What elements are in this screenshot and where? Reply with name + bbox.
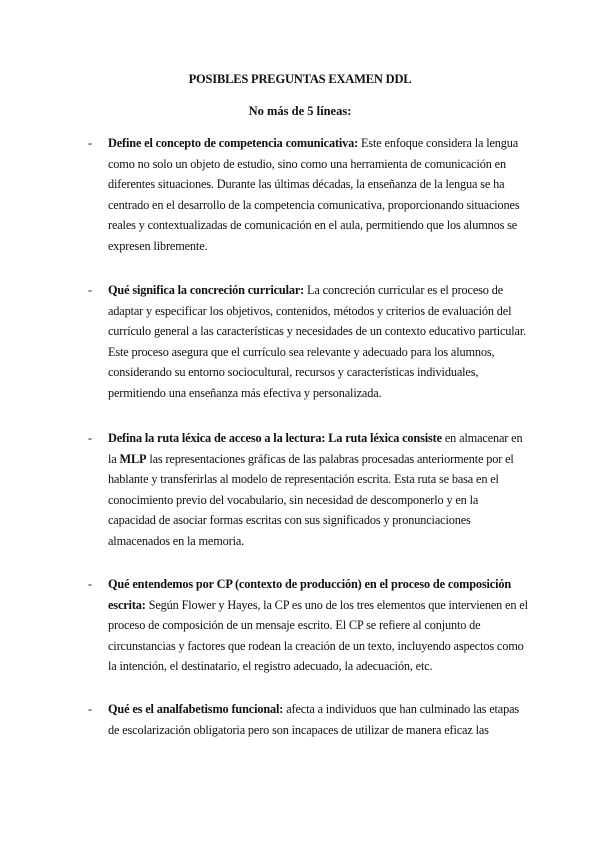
question-text: Qué significa la concreción curricular: [108,283,305,297]
question-item [88,280,528,404]
bullet-dash: - [88,702,92,716]
question-text: Define el concepto de competencia comunicativa: [108,136,359,150]
question-item [88,574,528,677]
question-item [88,133,528,257]
answer-text-cont: las representaciones gráficas de las palabras procesadas anteriormente por el hablante y transferirlas al modelo de representación escrita. Esta ruta se basa en el conocimiento previo del vocabulario, sin necesidad de descomponerlo y en la capacidad de asociar formas escritas con sus significados y pronunciaciones almacenados en la memoria. [108,451,514,548]
answer-text: en almacenar en la [108,431,523,466]
question-text: Defina la ruta léxica de acceso a la lectura: [108,431,326,445]
question-item [88,428,528,552]
question-text-cont: La ruta léxica consiste [328,431,442,445]
bullet-dash: - [88,283,92,297]
answer-text: Según Flower y Hayes, la CP es uno de los tres elementos que intervienen en el proceso de composición de un mensaje escrito. El CP se refiere al conjunto de circunstancias y factores que rodean la creación de un texto, incluyendo aspectos como la intención, el destinatario, el registro adecuado, la adecuación, etc. [108,597,528,674]
question-item [88,699,528,740]
question-text: Qué entendemos por CP (contexto de producción) en el proceso de composición escrita: [108,577,512,612]
bullet-dash: - [88,431,92,445]
answer-text: Este enfoque considera la lengua como no solo un objeto de estudio, sino como una herramienta de comunicación en diferentes situaciones. Durante las últimas décadas, la enseñanza de la lengua se ha centrado en el desarrollo de la competencia comunicativa, proporcionando situaciones reales y contextualizadas de comunicación en el aula, permitiendo que los alumnos se expresen libremente. [108,136,520,253]
bullet-dash: - [88,136,92,150]
document-title: POSIBLES PREGUNTAS EXAMEN DDL [188,72,412,86]
answer-acronym: MLP [119,451,147,466]
answer-text: La concreción curricular es el proceso de adaptar y especificar los objetivos, contenidos, métodos y criterios de evaluación del currículo general a las características y necesidades de un contexto educativo particular. Este proceso asegura que el currículo sea relevante y adecuado para los alumnos, considerando su entorno sociocultural, recursos y características individuales, permitiendo una enseñanza más efectiva y personalizada. [108,283,527,400]
document-subtitle: No más de 5 líneas: [248,104,352,118]
answer-text: afecta a individuos que han culminado las etapas de escolarización obligatoria pero son incapaces de utilizar de manera eficaz las [108,702,520,737]
question-text: Qué es el analfabetismo funcional: [108,702,284,716]
bullet-dash: - [88,577,92,591]
